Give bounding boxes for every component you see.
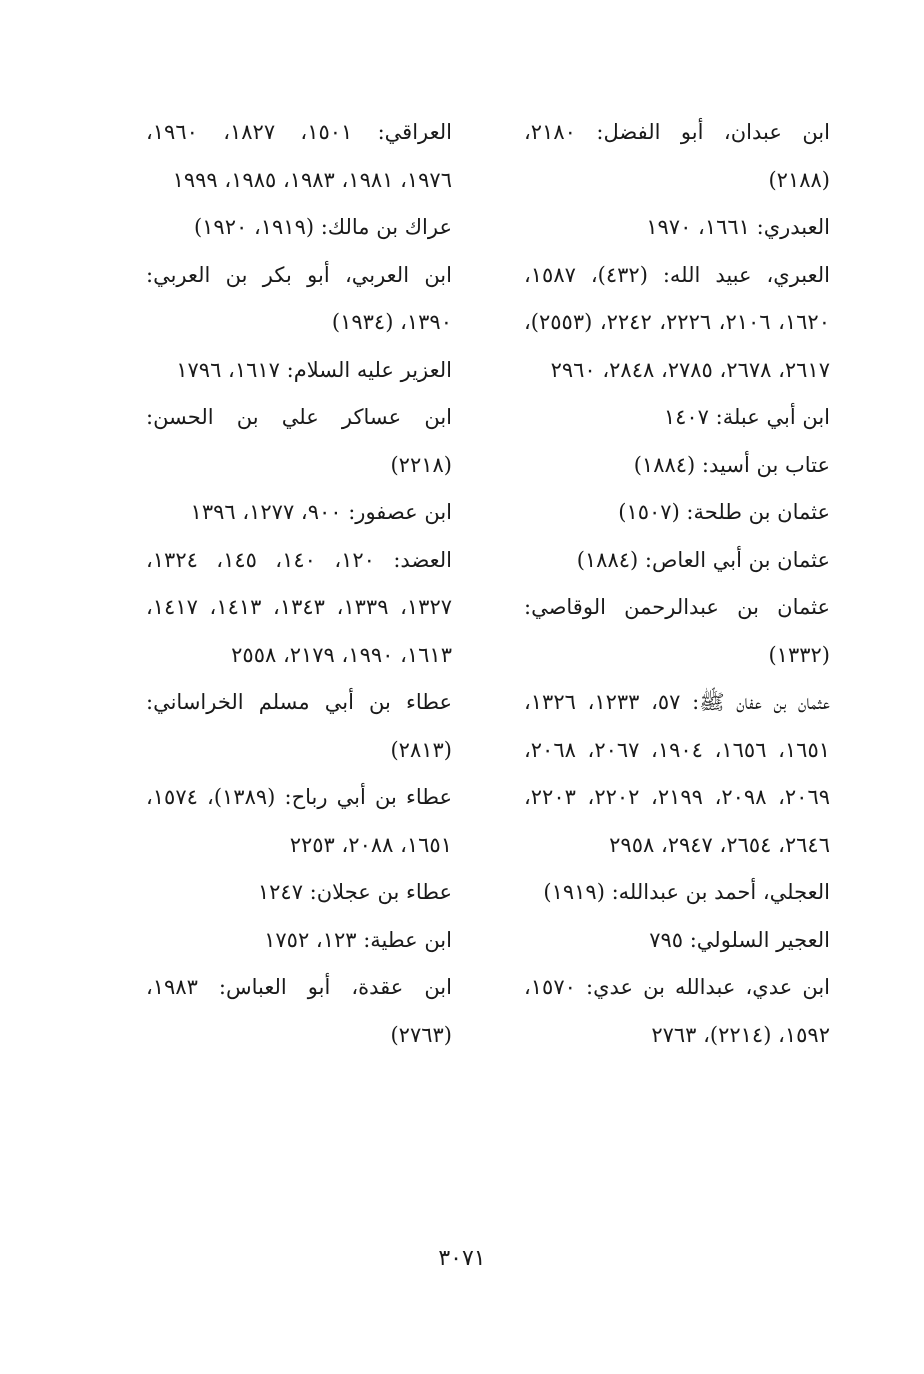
index-entry: العجلي، أحمد بن عبدالله: (١٩١٩) (543, 880, 830, 904)
index-entry: عطاء بن عجلان: ١٢٤٧ (257, 880, 452, 904)
index-entry: ابن عدي، عبدالله بن عدي: ١٥٧٠، ١٥٩٢، (٢٢١٤)، ٢٧٦٣ (524, 975, 830, 1047)
index-entry: ابن عقدة، أبو العباس: ١٩٨٣، (٢٧٦٣) (146, 975, 452, 1047)
index-entry: العضد: ١٢٠، ١٤٠، ١٤٥، ١٣٢٤، ١٣٢٧، ١٣٣٩، ١٣٤٣، ١٤١٣، ١٤١٧، ١٦١٣، ١٩٩٠، ٢١٧٩، ٢٥٥٨ (146, 547, 453, 667)
index-entry: العجير السلولي: ٧٩٥ (649, 927, 830, 952)
index-entry: عراك بن مالك: (١٩١٩، ١٩٢٠) (193, 215, 452, 239)
index-column-left (146, 109, 452, 1059)
index-entry: عثمان بن عبدالرحمن الوقاصي: (١٣٣٢) (524, 595, 830, 667)
index-entry: عطاء بن أبي رباح: (١٣٨٩)، ١٥٧٤، ١٦٥١، ٢٠٨٨، ٢٢٥٣ (146, 785, 452, 857)
index-entry: عطاء بن أبي مسلم الخراساني: (٢٨١٣) (146, 690, 452, 762)
index-entry: ابن عبدان، أبو الفضل: ٢١٨٠، (٢١٨٨) (524, 120, 830, 192)
page-number: ٣٠٧١ (438, 1246, 486, 1271)
index-entry: العبري، عبيد الله: (٤٣٢)، ١٥٨٧، ١٦٢٠، ٢١٠٦، ٢٢٢٦، ٢٢٤٢، (٢٥٥٣)، ٢٦١٧، ٢٦٧٨، ٢٧٨٥، ٢٨٤٨، ٢٩٦٠ (524, 262, 830, 382)
index-column-right (524, 109, 830, 1059)
index-entry: ابن العربي، أبو بكر بن العربي: ١٣٩٠، (١٩٣٤) (146, 262, 452, 334)
index-entry: ابن أبي عبلة: ١٤٠٧ (663, 405, 830, 429)
index-entry: عثمان بن أبي العاص: (١٨٨٤) (576, 547, 830, 572)
index-entry: عتاب بن أسيد: (١٨٨٤) (633, 452, 830, 477)
index-entry: ابن عصفور: ٩٠٠، ١٢٧٧، ١٣٩٦ (190, 500, 452, 524)
index-entry: عثمان بن عفان ﷺ: ٥٧، ١٢٣٣، ١٣٢٦، ١٦٥١، ١٦٥٦، ١٩٠٤، ٢٠٦٧، ٢٠٦٨، ٢٠٦٩، ٢٠٩٨، ٢١٩٩، ٢٢٠٢، ٢٢٠٣، ٢٦٤٦، ٢٦٥٤، ٢٩٤٧، ٢٩٥٨ (524, 690, 831, 857)
index-entry: العراقي: ١٥٠١، ١٨٢٧، ١٩٦٠، ١٩٧٦، ١٩٨١، ١٩٨٣، ١٩٨٥، ١٩٩٩ (146, 120, 453, 192)
index-entry: ابن عطية: ١٢٣، ١٧٥٢ (264, 927, 452, 952)
index-entry: عثمان بن طلحة: (١٥٠٧) (618, 500, 830, 524)
index-entry: العبدري: ١٦٦١، ١٩٧٠ (646, 215, 830, 239)
index-entry: العزير عليه السلام: ١٦١٧، ١٧٩٦ (176, 357, 452, 382)
index-entry: ابن عساكر علي بن الحسن: (٢٢١٨) (146, 405, 452, 477)
